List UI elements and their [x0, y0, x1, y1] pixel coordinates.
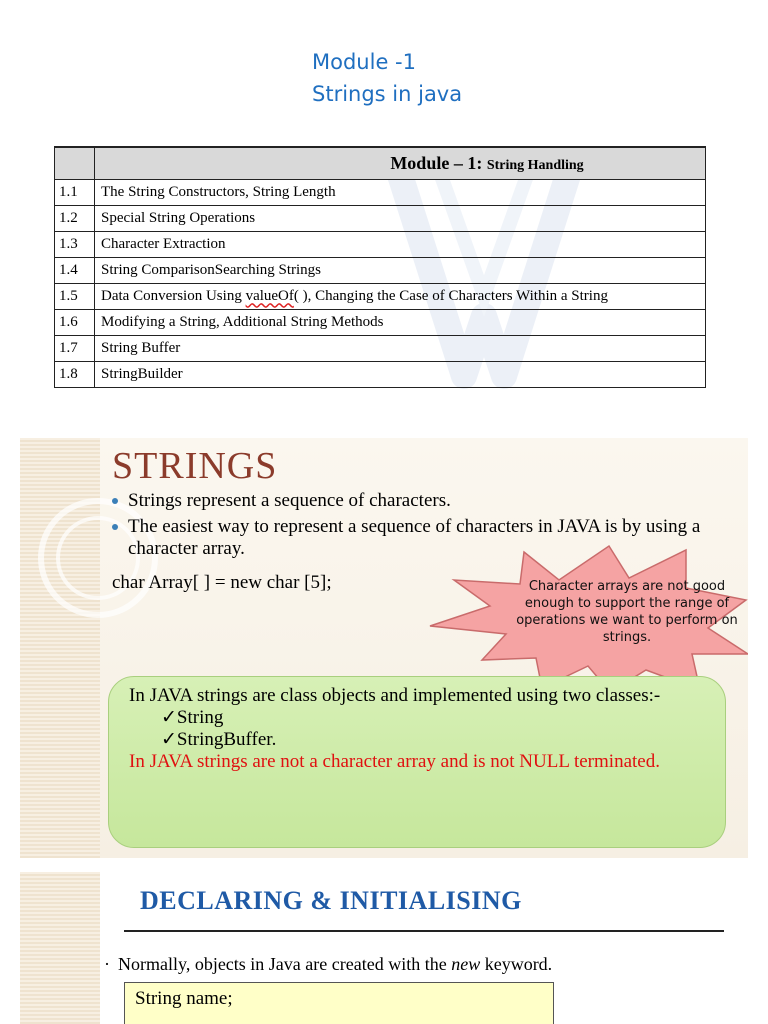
row-number: 1.6 — [55, 309, 95, 335]
row-topic-part: Data Conversion Using — [101, 287, 246, 304]
info-box-warning: In JAVA strings are not a character array and is not NULL terminated. — [129, 751, 660, 772]
list-item: Strings represent a sequence of characters. — [106, 490, 726, 512]
info-box-intro: In JAVA strings are class objects and implemented using two classes:- — [129, 685, 661, 706]
syllabus-table-region — [54, 146, 706, 394]
table-heading — [95, 147, 706, 179]
bullet-text: keyword. — [480, 954, 553, 974]
table-row — [55, 309, 706, 335]
slide-side-strip — [20, 872, 100, 1024]
row-topic-part: ( ), Changing the Case of Characters Within a String — [293, 287, 608, 304]
syllabus-table — [54, 146, 706, 388]
table-header-blank — [55, 147, 95, 179]
table-heading-sub: String Handling — [486, 157, 584, 173]
declaring-slide — [20, 872, 748, 1024]
callout-text: Character arrays are not good enough to support the range of operations we want to perform on strings. — [516, 579, 738, 645]
table-row — [55, 179, 706, 205]
table-header-row — [55, 147, 706, 179]
list-item — [104, 954, 552, 975]
row-topic: The String Constructors, String Length — [95, 179, 706, 205]
slide-title: STRINGS — [112, 445, 278, 487]
bullet-keyword: new — [451, 954, 481, 974]
list-item: ✓String — [161, 707, 224, 728]
row-number: 1.8 — [55, 361, 95, 387]
bullet-text: Normally, objects in Java are created with the — [118, 954, 452, 974]
bullet-dot-icon: · — [104, 954, 110, 974]
module-subtitle: Strings in java — [312, 82, 463, 106]
code-snippet: char Array[ ] = new char [5]; — [112, 572, 332, 593]
row-topic: Modifying a String, Additional String Methods — [95, 309, 706, 335]
row-number: 1.5 — [55, 283, 95, 309]
list-item: ✓StringBuffer. — [161, 729, 277, 750]
info-box — [108, 676, 726, 848]
table-row — [55, 231, 706, 257]
table-row — [55, 283, 706, 309]
row-number: 1.7 — [55, 335, 95, 361]
code-line: String name; — [135, 988, 233, 1009]
list-item: The easiest way to represent a sequence of characters in JAVA is by using a character array. — [106, 516, 726, 560]
table-row — [55, 361, 706, 387]
title-divider — [124, 930, 724, 932]
row-topic: Special String Operations — [95, 205, 706, 231]
row-topic: String Buffer — [95, 335, 706, 361]
table-heading-main: Module – 1: — [390, 152, 487, 173]
strings-slide — [20, 438, 748, 858]
document-header — [312, 46, 462, 110]
row-number: 1.2 — [55, 205, 95, 231]
table-row — [55, 205, 706, 231]
row-topic: Character Extraction — [95, 231, 706, 257]
row-number: 1.1 — [55, 179, 95, 205]
table-row — [55, 257, 706, 283]
table-row — [55, 335, 706, 361]
spellcheck-mark: valueOf — [245, 287, 294, 304]
row-topic — [95, 283, 706, 309]
row-number: 1.3 — [55, 231, 95, 257]
code-box — [124, 982, 554, 1024]
slide-title: DECLARING & INITIALISING — [140, 886, 522, 915]
row-number: 1.4 — [55, 257, 95, 283]
module-label: Module -1 — [312, 50, 416, 74]
row-topic: StringBuilder — [95, 361, 706, 387]
row-topic: String ComparisonSearching Strings — [95, 257, 706, 283]
